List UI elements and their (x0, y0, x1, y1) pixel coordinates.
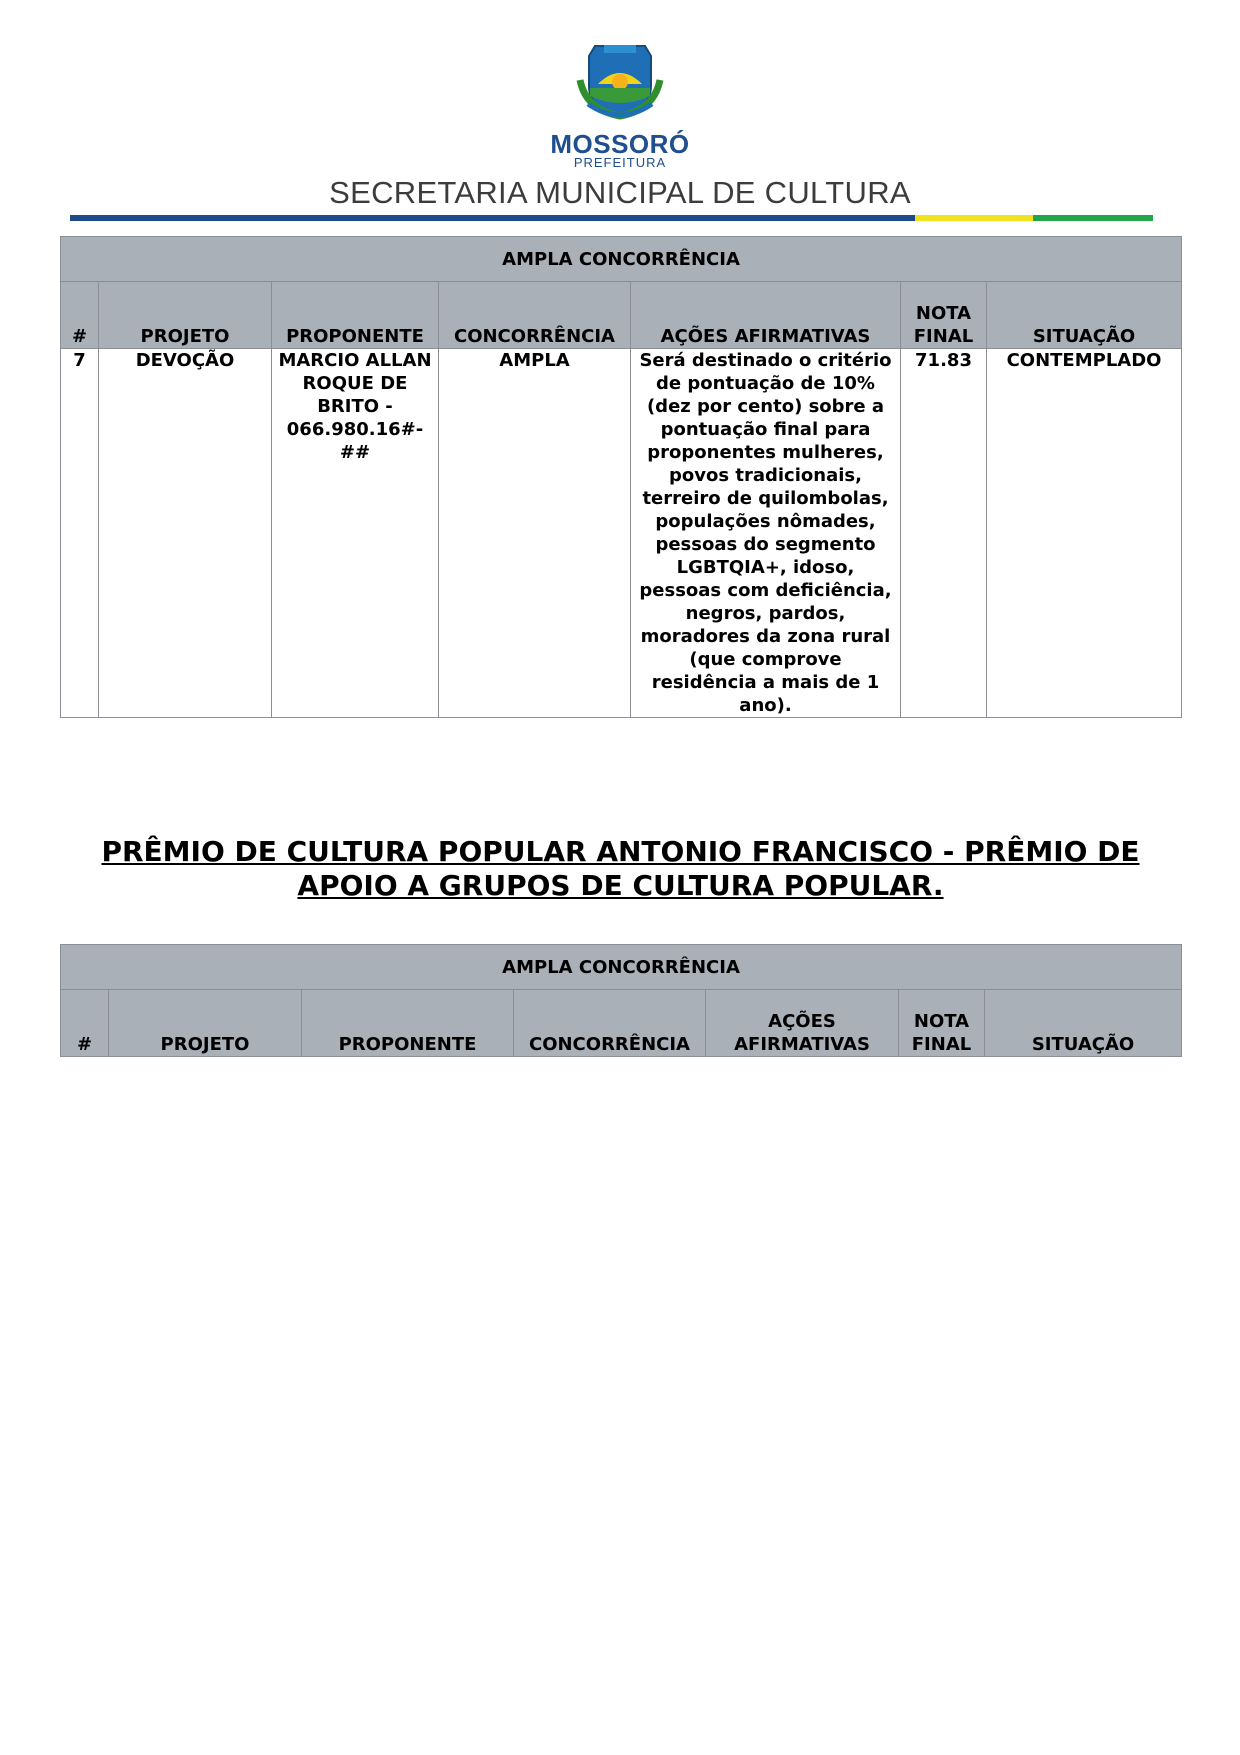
cell-situacao: CONTEMPLADO (987, 349, 1182, 718)
coat-of-arms-icon (560, 40, 680, 125)
col-proponente: PROPONENTE (272, 282, 439, 349)
col-situacao: SITUAÇÃO (987, 282, 1182, 349)
table-band: AMPLA CONCORRÊNCIA (61, 237, 1182, 282)
results-table-2 (60, 944, 1182, 1057)
cell-acoes: Será destinado o critério de pontuação de 10% (dez por cento) sobre a pontuação final para proponentes mulheres, povos tradicionais, terreiro de quilombolas, populações nômades, pessoas do segmento LGBTQIA+, idoso, pessoas com deficiência, negros, pardos, moradores da zona rural (que comprove residência a mais de 1 ano). (631, 349, 901, 718)
col-nota: NOTA FINAL (899, 990, 985, 1057)
col-number: # (61, 282, 99, 349)
cell-nota: 71.83 (901, 349, 987, 718)
page-header (0, 0, 1240, 230)
brand-name: MOSSORÓ (550, 129, 690, 159)
col-number: # (61, 990, 109, 1057)
col-concorrencia: CONCORRÊNCIA (514, 990, 706, 1057)
secretaria-title: SECRETARIA MUNICIPAL DE CULTURA (329, 175, 911, 210)
results-table (60, 236, 1182, 718)
col-projeto: PROJETO (99, 282, 272, 349)
col-proponente: PROPONENTE (302, 990, 514, 1057)
col-projeto: PROJETO (109, 990, 302, 1057)
stripe-green (1033, 215, 1153, 221)
table-row (61, 349, 1182, 718)
brand-subtitle: PREFEITURA (573, 155, 667, 170)
col-situacao: SITUAÇÃO (985, 990, 1182, 1057)
col-nota: NOTA FINAL (901, 282, 987, 349)
stripe-blue (70, 215, 915, 221)
table-band: AMPLA CONCORRÊNCIA (61, 945, 1182, 990)
col-concorrencia: CONCORRÊNCIA (439, 282, 631, 349)
prize-title: PRÊMIO DE CULTURA POPULAR ANTONIO FRANCISCO - PRÊMIO DE APOIO A GRUPOS DE CULTURA POPULAR. (101, 835, 1140, 902)
cell-projeto: DEVOÇÃO (99, 349, 272, 718)
stripe-yellow (915, 215, 1033, 221)
cell-number: 7 (61, 349, 99, 718)
cell-proponente: MARCIO ALLAN ROQUE DE BRITO - 066.980.16#-## (272, 349, 439, 718)
col-acoes: AÇÕES AFIRMATIVAS (631, 282, 901, 349)
col-acoes: AÇÕES AFIRMATIVAS (706, 990, 899, 1057)
cell-concorrencia: AMPLA (439, 349, 631, 718)
